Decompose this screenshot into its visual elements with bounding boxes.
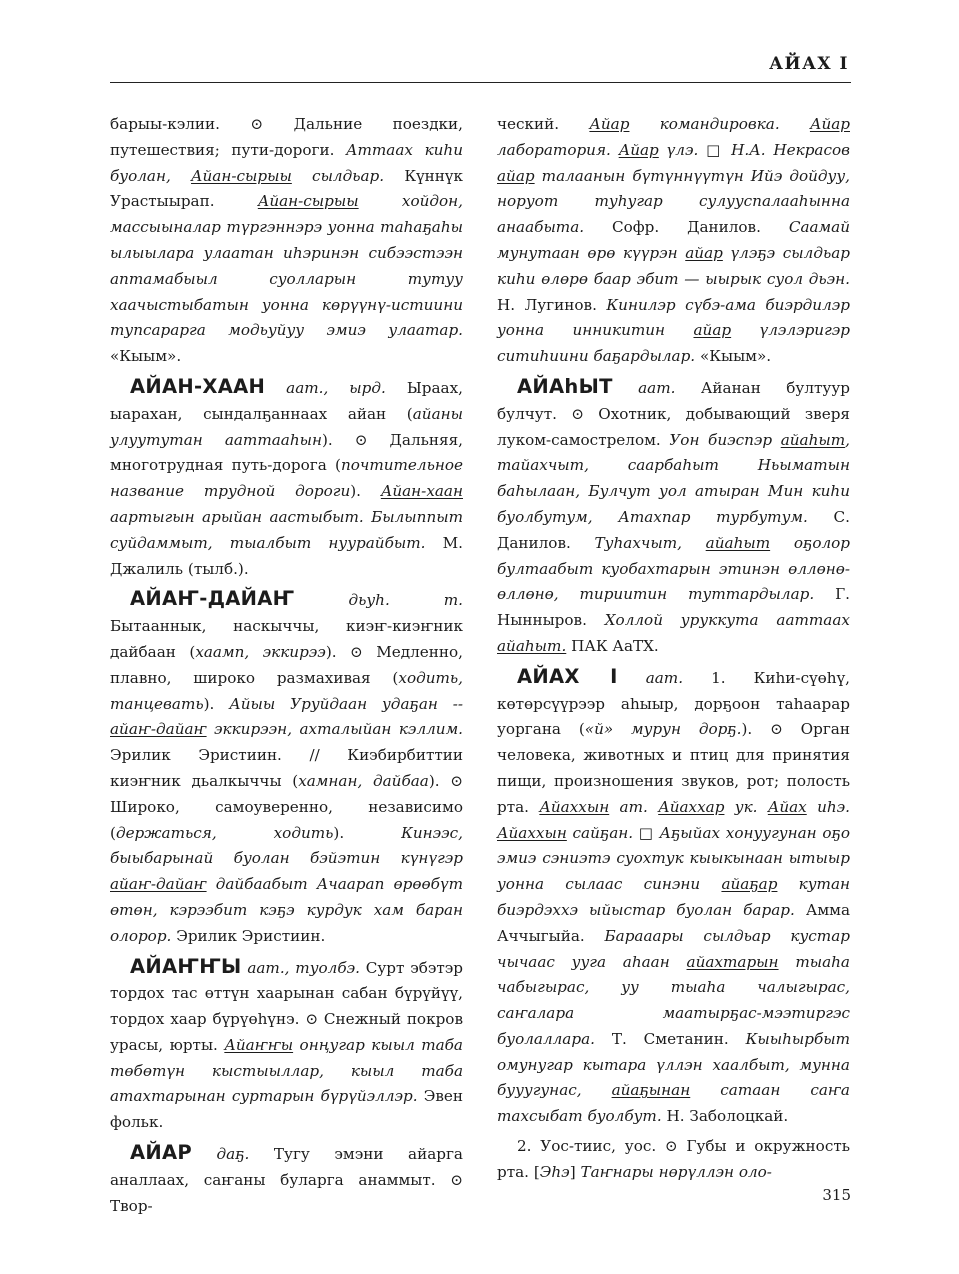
running-head: АЙАХ I [769, 54, 849, 74]
entry-continuation-left: барыы-кэлии. ⊙ Дальние поездки, путешествия; пути-дороги. Аттаах киhи буолан, Айан-сырыы сылдьар. Күннүк Урастыырап. Айан-сырыы хойдон, массыыналар түргэннэрэ уонна таhаҕаhы ылыылара улаатан иhэринэн сибээстээн аптамабыыл суолларын тутуу хаачыстыбатын уонна көрүүнү-истиини тупсарарга модьуйуу эмиэ улаатар. «Кыым». [110, 115, 463, 366]
right-column [497, 112, 850, 1190]
entry-aiahyt: АЙАhЫТ аат. Айанан бултуур булчут. ⊙ Охотник, добывающий зверя луком-самострелом. Уон биэспэр айаhыт, тайахчыт, саарбаhыт Ньыматын баhылаан, Булчут уол атыран Мин киhи буолбутум, Атахпар турбутум. С. Данилов. Туhахчыт, айаhыт оҕолор бултаабыт куобахтарын этинэн өллөнө-өллөнө, тириитин туттардылар. Г. Нынныров. Холлой уруккута ааттаах айаhыт. ПАК АаТХ. [497, 374, 851, 655]
entry-aiar-continuation: ческий. Айар командировка. Айар лаборатория. Айар үлэ. □ Н.А. Некрасов айар талаанын бүтүннүүтүн Ийэ дойдуу, норуот туhугар сулууспалааhынна анаабыта. Софр. Данилов. Саамай мунутаан өрө күүрэн айар үлэҕэ сылдьар киhи өлөрө баар эбит — ыырык суол дьэн. Н. Лугинов. Кинилэр сүбэ-ама биэрдилэр уонна инникитин айар үлэлэригэр ситиhиини баҕардылар. «Кыым». [497, 115, 850, 366]
page-number: 315 [822, 1186, 851, 1204]
entry-aiangy: АЙАҤҤЫ аат., туолбэ. Сурт эбэтэр тордох тас өттүн хаарынан сабан бүрүйүү, тордох хаар бүрүөhүнэ. ⊙ Снежный покров урасы, юрты. Айаҥҥы онңугар кыыл таба төбөтүн кыстыыллар, кыыл таба атахтарынан суртарын бүрүйэллэр. Эвен фольк. [110, 954, 464, 1132]
headword: АЙАhЫТ [517, 374, 613, 398]
entry-aiar: АЙАР даҕ. Тугу эмэни айарга аналлаах, саҥаны буларга анаммыт. ⊙ Твор- [110, 1141, 463, 1215]
headword: АЙАН-ХААН [130, 374, 266, 398]
headword: АЙАҤ-ДАЙАҤ [130, 587, 295, 611]
entry-aian-khaan: АЙАН-ХААН аат., ырд. Ыраах, ыарахан, сындалҕаннаах айан (айаны улуутутан ааттааhын). ⊙ Дальняя, многотрудная путь-дорога (почтительное название трудной дороги). Айан-хаан аартыгын арыйан аастыбыт. Былыппыт суйдаммыт, тыалбыт нуурайбыт. М. Джалиль (тылб.). [110, 374, 463, 578]
headword: АЙАҤҤЫ [130, 954, 242, 978]
headword: АЙАР [130, 1141, 192, 1165]
entry-aiakh-sense-2: 2. Уос-тиис, уос. ⊙ Губы и окружность рта. [Эhэ] Таҥнары нөрүллэн оло- [497, 1137, 850, 1181]
box-icon: □ [706, 140, 732, 159]
entry-aiakh: АЙАХ I аат. 1. Киhи-сүөhү, көтөрсүүрээр аhыыр, дорҕоон таhаарар уорганa («й» мурун дорҕ.). ⊙ Орган человека, животных и птиц для принятия пищи, произношения звуков, рот; полость рта. Айаххын ат. Айаххар ук. Айах иhэ. Айаххын сайҕан. □ Аҕыйах хонуугунан оҕо эмиэ сэниэтэ суохтук кыыкынаан ытыыр уонна сылаас синэни айаҕар кутан биэрдэххэ ыйыстар буолан барар. Амма Аччыгыйа. Барааары сылдьар кустар чычаас ууга аhаан айахтарын тыаhа чабыгырас, уу тыаhа чалыгырас, саҥалара маатырҕас-мээтиргэс буолаллара. Т. Сметанин. Кыыhырбыт омунугар кытара үллэн хаалбыт, мунна бууугунас, айаҕынан сатаан саҥа тахсыбат буолбут. Н. Заболоцкай. [497, 664, 850, 1126]
box-icon: □ [633, 823, 660, 842]
entry-aian-daian: АЙАҤ-ДАЙАҤ дьуh. т. Бытааннык, наскыччы, киэҥ-киэҥник дайбаан (хаамп, эккирээ). ⊙ Медленно, плавно, широко размахивая (ходить, танцевать). Айыы Уруйдаан удаҕан -- айаҥ-дайаҥ эккирээн, ахталыйан кэллим. Эрилик Эристиин. // Киэбирбиттии киэҥник дьалкыччы (хамнан, дайбаа). ⊙ Широко, самоуверенно, независимо (держаться, ходить). Кинээс, быыбарынай буолан бэйэтин күнүгэр айаҥ-дайаҥ дайбаабыт Ачаарап өрөөбүт өтөн, кэрээбит кэҕэ курдук хам баран олорор. Эрилик Эристиин. [110, 587, 463, 945]
left-column [110, 112, 463, 1223]
header-rule [110, 82, 851, 83]
headword: АЙАХ I [517, 664, 618, 688]
